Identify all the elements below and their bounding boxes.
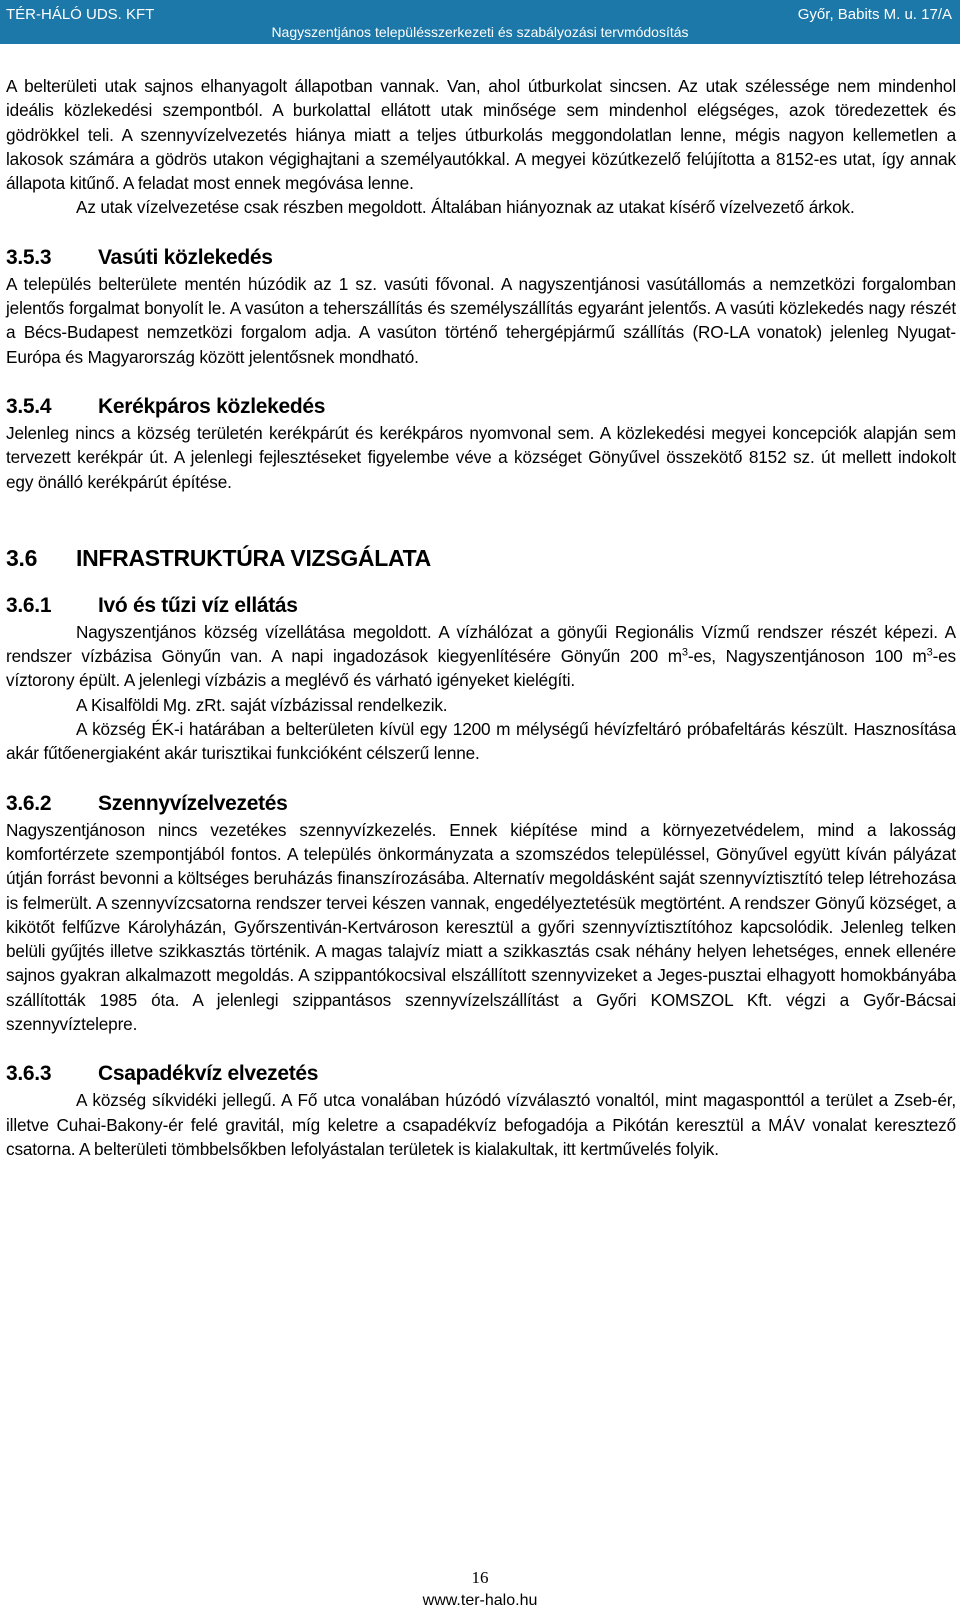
section-heading-3-5-3: [6, 244, 956, 272]
section-number: 3.6.2: [6, 791, 52, 815]
section-title: Csapadékvíz elvezetés: [98, 1062, 319, 1086]
document-title: Nagyszentjános településszerkezeti és szabályozási tervmódosítás: [271, 24, 689, 40]
section-heading-3-6-2: [6, 790, 956, 818]
section-number: 3.6: [6, 544, 38, 571]
paragraph: A belterületi utak sajnos elhanyagolt állapotban vannak. Van, ahol útburkolat sincsen. Az utak szélessége nem mindenhol ideális közlekedési szempontból. A burkolattal ellátott utak minősége sem mindenhol elégséges, azok töredezettek és gödrökkel teli. A szennyvízelvezetés hiánya miatt a teljes útburkolás meggondolatlan lenne, mégis nagyon kellemetlen a lakosok számára a gödrös utakon végighajtani a személyautókkal. A megyei közútkezelő felújította a 8152-es utat, így annak állapota kitűnő. A feladat most ennek megóvása lenne.: [6, 76, 956, 194]
section-heading-3-6-1: [6, 592, 956, 620]
text-run: Nagyszentjános község vízellátása megoldott. A vízhálózat a gönyűi Regionális Vízmű rendszer részét képezi. A rendszer vízbázisa Gönyűn van. A napi ingadozások kiegyenlítésére Gönyűn 200 m: [6, 621, 956, 667]
paragraph: A Kisalföldi Mg. zRt. saját vízbázissal rendelkezik.: [76, 694, 448, 715]
document-body: [6, 74, 956, 1161]
footer-url: www.ter-halo.hu: [422, 1592, 538, 1609]
company-address: Győr, Babits M. u. 17/A: [797, 6, 952, 23]
paragraph: Az utak vízelvezetése csak részben megoldott. Általában hiányoznak az utakat kísérő vízelvezető árkok.: [76, 197, 855, 218]
section-title: Vasúti közlekedés: [98, 245, 273, 269]
paragraph: [6, 620, 956, 693]
section-title: Szennyvízelvezetés: [98, 791, 288, 815]
paragraph: A község síkvidéki jellegű. A Fő utca vonalában húzódó vízválasztó vonaltól, mint magasponttól a terület a Zseb-ér, illetve Cuhai-Bakony-ér felé gravitál, míg keletre a csapadékvíz befogadója a Pikótán keresztül a MÁV vonalat keresztező csatorna. A belterületi tömbbelsőkben lefolyástalan területek is kialakultak, itt kertművelés folyik.: [6, 1090, 956, 1159]
section-heading-3-6: [6, 544, 956, 572]
text-run: -es, Nagyszentjánoson 100 m: [687, 646, 927, 667]
superscript: 3: [926, 646, 933, 659]
paragraph: A település belterülete mentén húzódik az 1 sz. vasúti fővonal. A nagyszentjánosi vasútállomás a nemzetközi forgalomban jelentős forgalmat bonyolít le. A vasúton a teherszállítás és személyszállítás egyaránt jelentős. A vasúti közlekedés nagy részét a Bécs-Budapest nemzetközi forgalom adja. A vasúton történő tehergépjármű szállítás (RO-LA vonatok) jelenleg Nyugat-Európa és Magyarország között jelentősnek mondható.: [6, 273, 956, 367]
section-number: 3.5.4: [6, 394, 52, 418]
section-number: 3.6.1: [6, 593, 52, 617]
section-number: 3.5.3: [6, 245, 52, 269]
paragraph: Jelenleg nincs a község területén kerékpárút és kerékpáros nyomvonal sem. A közlekedési megyei koncepciók alapján sem tervezett kerékpár út. A jelenlegi fejlesztéseket figyelembe véve a községet Gönyűvel összekötő 8152 sz. út mellett indokolt egy önálló kerékpárút építése.: [6, 422, 956, 492]
page-number: 16: [471, 1568, 489, 1587]
page-header: [0, 0, 960, 44]
company-name: TÉR-HÁLÓ UDS. KFT: [6, 6, 155, 23]
text-run: -es víztorony épült. A jelenlegi vízbázis a meglévő és várható igényeket kielégíti.: [6, 646, 956, 691]
superscript: 3: [681, 646, 688, 659]
section-title: Ivó és tűzi víz ellátás: [98, 593, 298, 617]
section-heading-3-6-3: [6, 1060, 956, 1088]
section-title: INFRASTRUKTÚRA VIZSGÁLATA: [76, 544, 431, 571]
section-number: 3.6.3: [6, 1062, 52, 1086]
paragraph: A község ÉK-i határában a belterületen kívül egy 1200 m mélységű hévízfeltáró próbafeltárás készült. Hasznosítása akár fűtőenergiaként akár turisztikai funkcióként célszerű lenne.: [6, 719, 956, 764]
paragraph: Nagyszentjánoson nincs vezetékes szennyvízkezelés. Ennek kiépítése mind a környezetvédelem, mind a lakosság komfortérzete szempontjából fontos. A település önkormányzata a szomszédos településsel, Gönyűvel együtt kíván pályázat útján forrást bevonni a költséges beruházás finanszírozásába. Alternatív megoldásként saját szennyvíztisztító telep létrehozása is felmerült. A szennyvízcsatorna rendszer tervei készen vannak, engedélyeztetésük megtörtént. A rendszer Gönyű községet, a kikötőt felfűzve Károlyházán, Győrszentiván-Kertvároson keresztül a győri szennyvíztisztítóhoz kapcsolódik. Jelenleg telken belüli gyűjtés illetve szikkasztás történik. A magas talajvíz miatt a szikkasztás csak néhány helyen lehetséges, ennek ellenére sajnos gyakran alkalmazott megoldás. A szippantókocsival elszállított szennyvizeket a Jeges-pusztai elhagyott homokbányába szállították 1985 óta. A jelenlegi szippantásos szennyvízelszállítást a Győri KOMSZOL Kft. végzi a Győr-Bácsai szennyvíztelepre.: [6, 819, 956, 1035]
section-heading-3-5-4: [6, 393, 956, 421]
section-title: Kerékpáros közlekedés: [98, 394, 326, 418]
